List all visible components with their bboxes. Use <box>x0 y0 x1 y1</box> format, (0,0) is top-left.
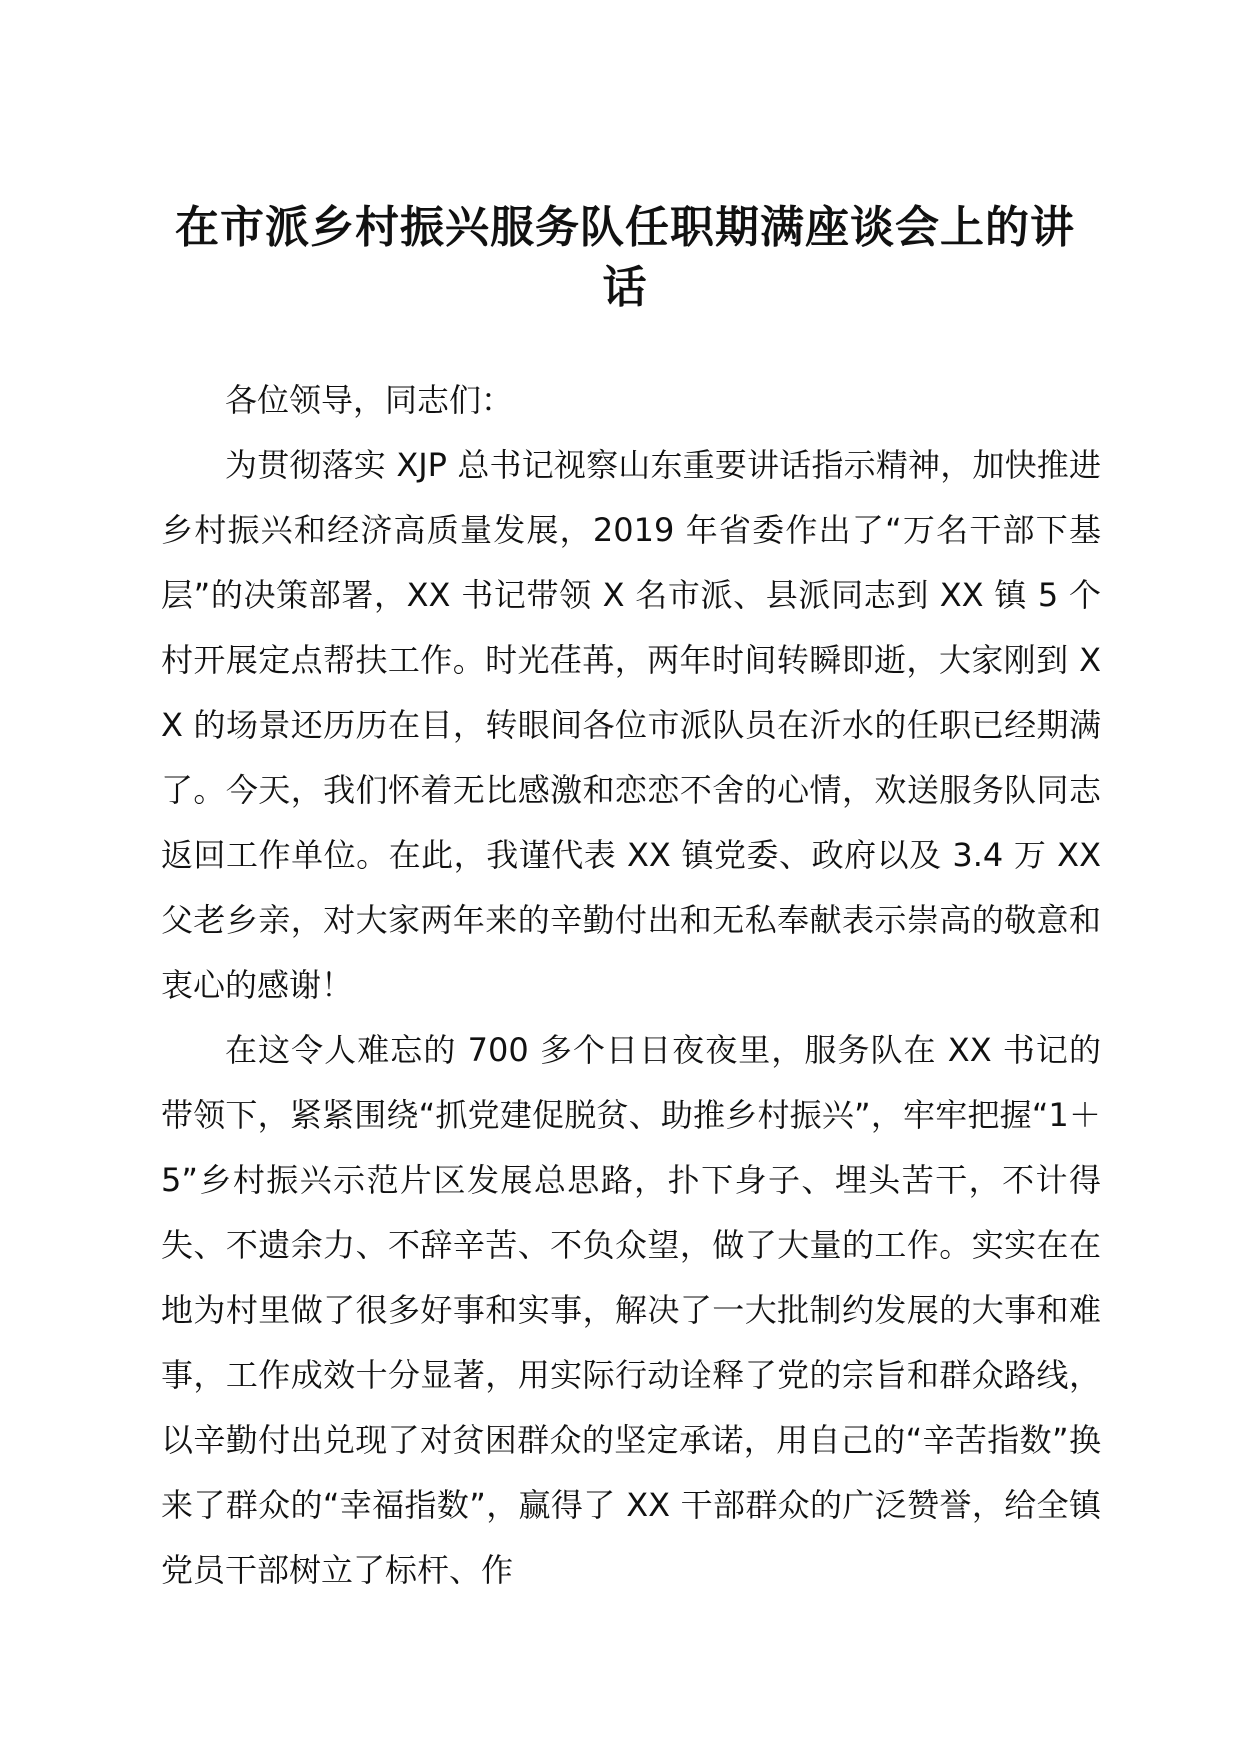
paragraph-1: 为贯彻落实 XJP 总书记视察山东重要讲话指示精神，加快推进乡村振兴和经济高质量发展，2019 年省委作出了“万名干部下基层”的决策部署，XX 书记带领 X 名市派、县派同志到 XX 镇 5 个村开展定点帮扶工作。时光荏苒，两年时间转瞬即逝，大家刚到 XX 的场景还历历在目，转眼间各位市派队员在沂水的任职已经期满了。今天，我们怀着无比感激和恋恋不舍的心情，欢送服务队同志返回工作单位。在此，我谨代表 XX 镇党委、政府以及 3.4 万 XX 父老乡亲，对大家两年来的辛勤付出和无私奉献表示崇高的敬意和衷心的感谢！ <box>161 446 1101 1004</box>
document-title: 在市派乡村振兴服务队任职期满座谈会上的讲话 <box>175 202 1075 313</box>
salutation: 各位领导，同志们： <box>225 381 514 419</box>
document-body <box>161 368 1101 1603</box>
paragraph-2: 在这令人难忘的 700 多个日日夜夜里，服务队在 XX 书记的带领下，紧紧围绕“抓党建促脱贫、助推乡村振兴”，牢牢把握“1＋5”乡村振兴示范片区发展总思路，扑下身子、埋头苦干，不计得失、不遗余力、不辞辛苦、不负众望，做了大量的工作。实实在在地为村里做了很多好事和实事，解决了一大批制约发展的大事和难事，工作成效十分显著，用实际行动诠释了党的宗旨和群众路线，以辛勤付出兑现了对贫困群众的坚定承诺，用自己的“辛苦指数”换来了群众的“幸福指数”，赢得了 XX 干部群众的广泛赞誉，给全镇党员干部树立了标杆、作 <box>161 1031 1101 1589</box>
